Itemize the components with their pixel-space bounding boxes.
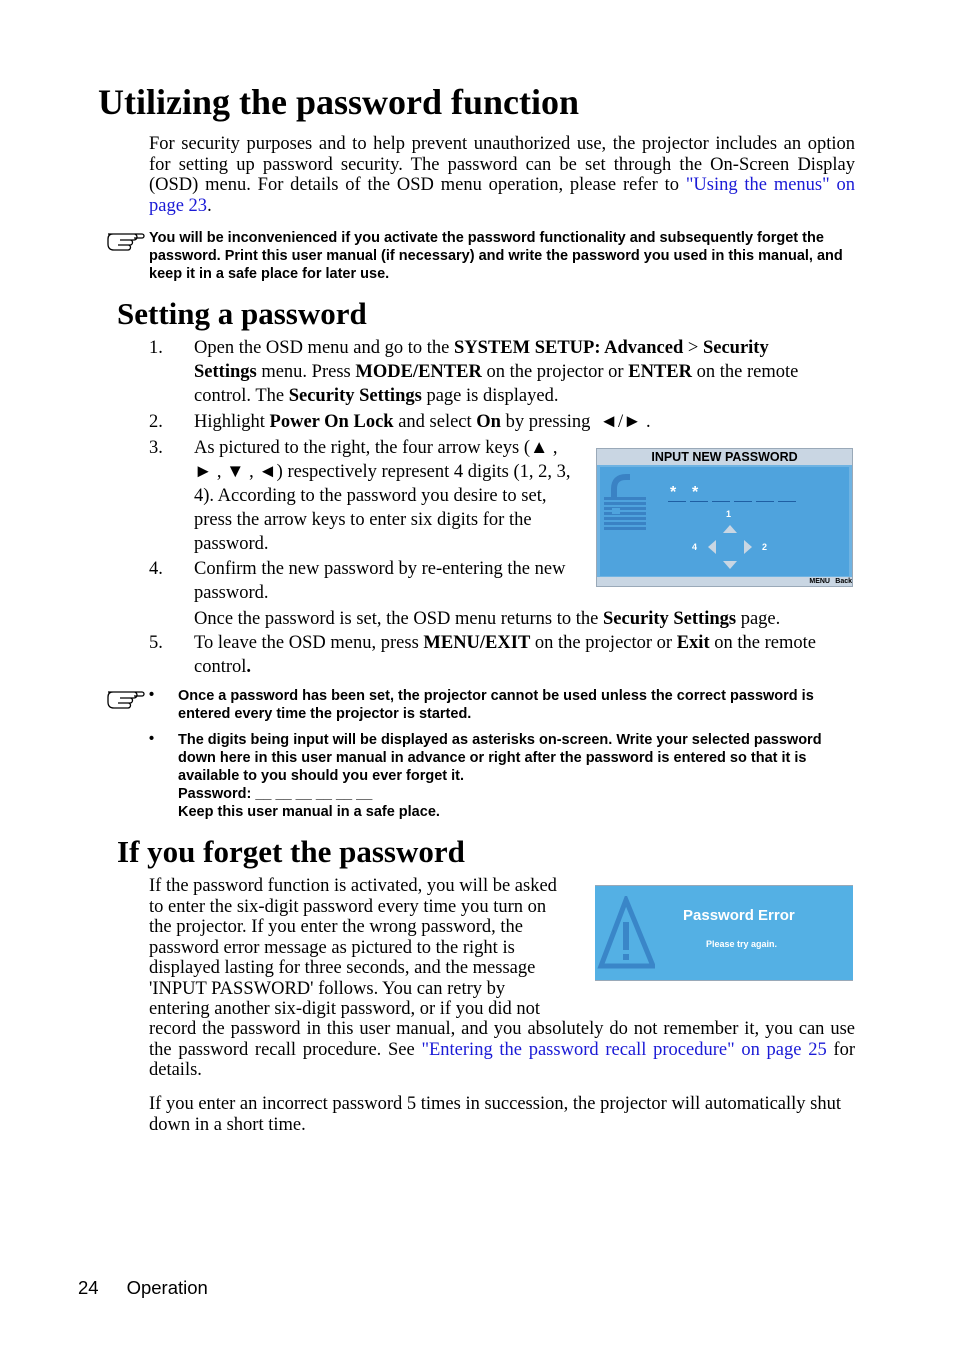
warning-icon bbox=[597, 896, 655, 970]
note-forget-password: You will be inconvenienced if you activate the password functionality and subsequently forget the password. Print this user manual (if necessary) and write the password you used in this manual, and keep it in a safe place for later use. bbox=[149, 230, 843, 282]
intro-text: For security purposes and to help prevent unauthorized use, the projector includes an option for setting up password security. The password can be set through the On-Screen Display (OSD) menu. For details of the OSD menu operation, please refer to bbox=[149, 134, 855, 195]
section-heading-forget: If you forget the password bbox=[117, 834, 465, 869]
bullet: • bbox=[149, 731, 155, 747]
intro-link[interactable]: "Using the menus" on page 23 bbox=[149, 175, 855, 216]
step-number: 5. bbox=[149, 633, 163, 653]
step-number: 1. bbox=[149, 338, 163, 358]
forget-line: password error message as pictured to the right is bbox=[149, 937, 515, 958]
forget-line: the projector. If you enter the wrong password, the bbox=[149, 917, 524, 937]
forget-paragraph-rest bbox=[149, 1019, 855, 1081]
note-bullet-2-text: The digits being input will be displayed as asterisks on-screen. Write your selected password down here in this user manual in advance or right after the password is entered so that it is available to you should you ever forget it. bbox=[178, 732, 822, 784]
forget-rest-text: record the password in this user manual, and you absolutely do not remember it, you can use the password recall procedure. See bbox=[149, 1019, 855, 1060]
digit-right-label: 2 bbox=[762, 542, 768, 552]
note-bullet-2 bbox=[178, 731, 858, 821]
osd-body bbox=[600, 467, 849, 576]
shutdown-paragraph: If you enter an incorrect password 5 times in succession, the projector will automatically shut down in a short time. bbox=[149, 1094, 842, 1135]
intro-end: . bbox=[207, 195, 212, 216]
password-slot bbox=[756, 501, 774, 502]
forget-line: displayed lasting for three seconds, and the message bbox=[149, 958, 536, 978]
step-text: Highlight Power On Lock and select On by pressing ◄/► . bbox=[194, 412, 651, 432]
page-number: 24 bbox=[78, 1277, 99, 1298]
password-slot bbox=[712, 501, 730, 502]
password-asterisk: * bbox=[670, 484, 677, 501]
note-bullet-1: Once a password has been set, the projector cannot be used unless the correct password is entered every time the projector is started. bbox=[178, 688, 814, 722]
error-title: Password Error bbox=[683, 907, 795, 924]
forget-paragraph-lines bbox=[149, 876, 589, 1020]
password-slot bbox=[734, 501, 752, 502]
bullet: • bbox=[149, 687, 155, 703]
step-text: Confirm the new password by re-entering the new password. bbox=[194, 559, 566, 603]
step-text: Open the OSD menu and go to the SYSTEM SETUP: Advanced > Security Settings menu. Press MODE/ENTER on the projector or ENTER on the remote control. The Security Settings page is displayed. bbox=[194, 338, 799, 406]
osd-header: INPUT NEW PASSWORD bbox=[597, 449, 852, 465]
forget-rest-end: for details. bbox=[149, 1039, 855, 1080]
page-title: Utilizing the password function bbox=[98, 82, 580, 122]
digit-left-label: 4 bbox=[692, 542, 698, 552]
password-write-line: Password: __ __ __ __ __ __ bbox=[178, 786, 373, 802]
footer-section-label: Operation bbox=[126, 1277, 208, 1298]
step-text: To leave the OSD menu, press MENU/EXIT on the projector or Exit on the remote control. bbox=[194, 633, 816, 677]
intro-paragraph bbox=[149, 134, 855, 216]
step-text: As pictured to the right, the four arrow keys (▲ , ► , ▼ , ◄) respectively represent 4 digits (1, 2, 3, 4). According to the password you desire to set, press the arrow keys to enter six digits for the password. bbox=[194, 438, 571, 554]
keep-manual-line: Keep this user manual in a safe place. bbox=[178, 804, 440, 820]
note-hand-icon bbox=[106, 229, 146, 251]
menu-key-label: MENU bbox=[809, 578, 830, 585]
back-label: Back bbox=[835, 578, 852, 585]
section-heading-setting: Setting a password bbox=[117, 296, 367, 331]
password-slot bbox=[778, 501, 796, 502]
password-asterisk: * bbox=[692, 484, 699, 501]
error-subtitle: Please try again. bbox=[706, 939, 778, 949]
step-number: 3. bbox=[149, 438, 163, 458]
forget-line: entering another six-digit password, or if you did not bbox=[149, 999, 541, 1019]
forget-line: If the password function is activated, you will be asked bbox=[149, 876, 557, 896]
password-slot bbox=[690, 501, 708, 502]
password-error-panel bbox=[595, 885, 853, 981]
recall-procedure-link[interactable]: "Entering the password recall procedure" on page 25 bbox=[421, 1039, 827, 1060]
forget-line: to enter the six-digit password every time you turn on bbox=[149, 896, 547, 917]
step-number: 4. bbox=[149, 559, 163, 579]
password-slot bbox=[668, 501, 686, 502]
step-text: Once the password is set, the OSD menu returns to the Security Settings page. bbox=[194, 609, 781, 629]
digit-up-label: 1 bbox=[726, 509, 732, 519]
forget-line: 'INPUT PASSWORD' follows. You can retry by bbox=[149, 978, 506, 999]
step-number: 2. bbox=[149, 412, 163, 432]
page-footer bbox=[78, 1277, 208, 1299]
osd-input-password-panel bbox=[596, 448, 853, 587]
lock-icon bbox=[600, 471, 648, 535]
arrow-keys-icon bbox=[704, 521, 756, 573]
note-hand-icon bbox=[106, 687, 146, 709]
